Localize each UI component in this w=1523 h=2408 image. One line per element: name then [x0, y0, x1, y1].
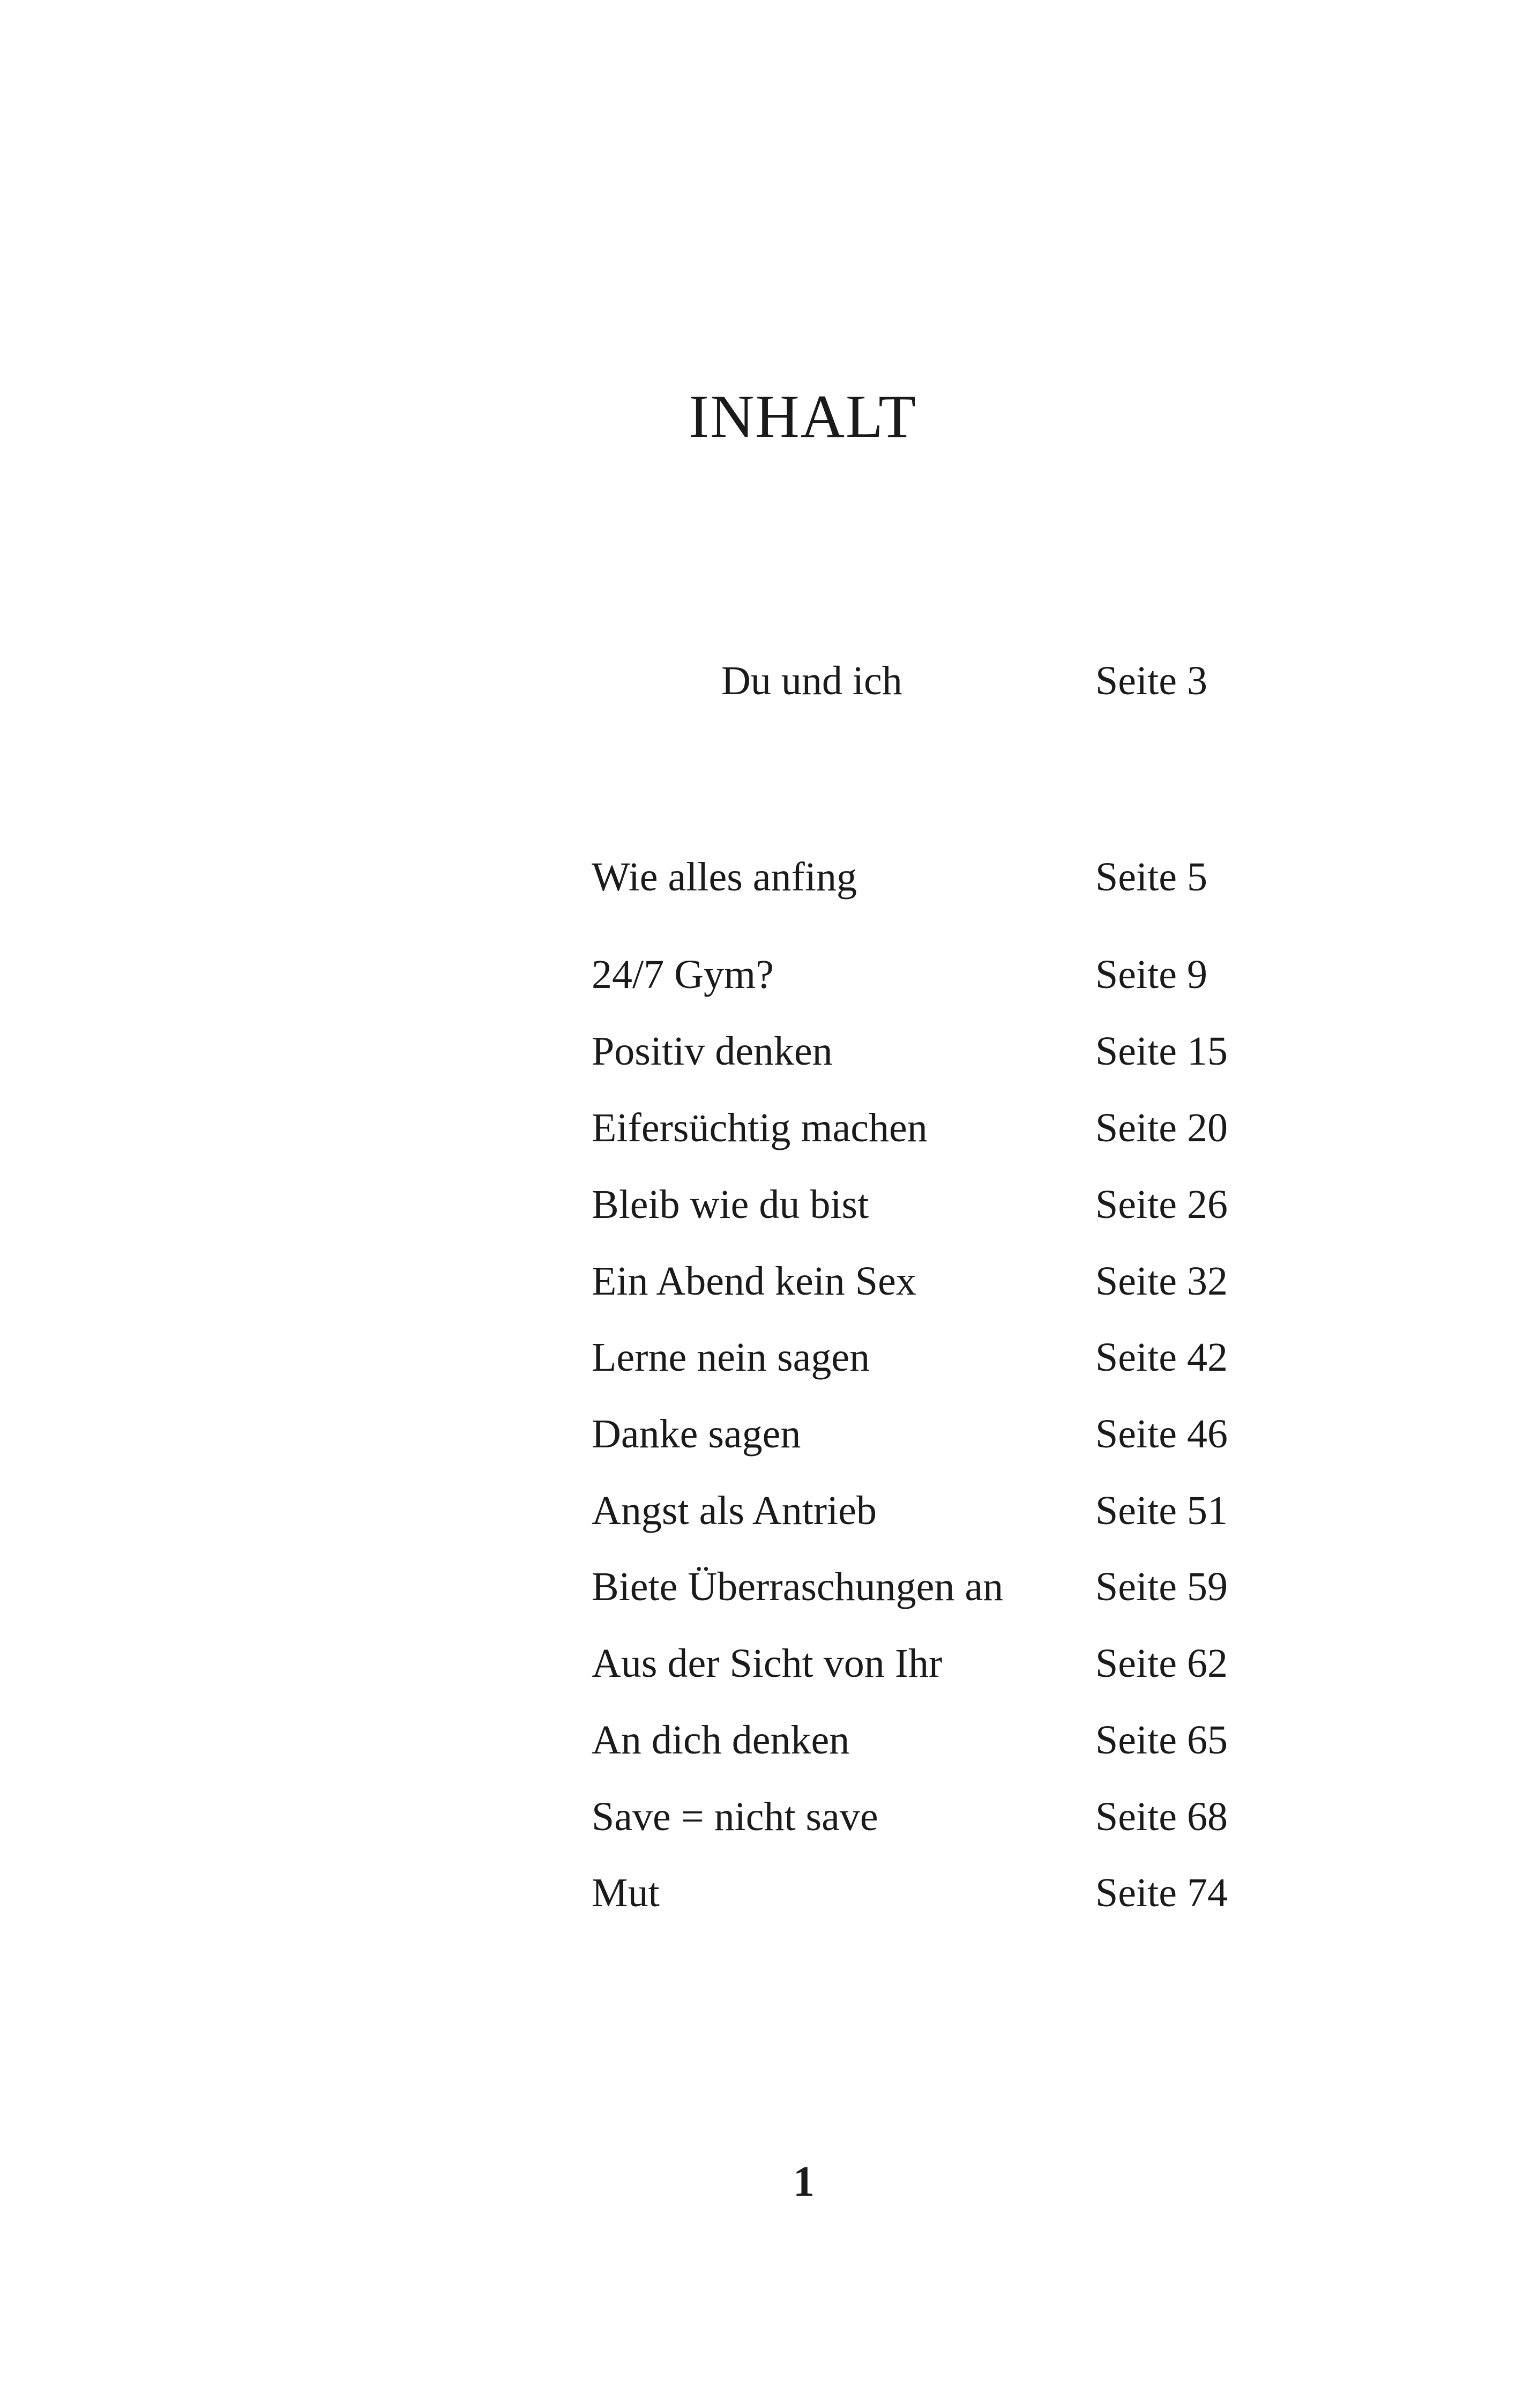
- toc-entry-page: Seite 15: [1095, 1029, 1228, 1074]
- toc-entry-title: Mut: [592, 1870, 660, 1915]
- toc-entry-page: Seite 74: [1095, 1870, 1228, 1915]
- page-number: 1: [793, 2158, 815, 2205]
- toc-entry-page: Seite 62: [1095, 1641, 1228, 1686]
- toc-entry-page: Seite 65: [1095, 1718, 1228, 1763]
- toc-entry-title: Danke sagen: [592, 1411, 801, 1456]
- toc-entry-page: Seite 32: [1095, 1259, 1228, 1304]
- toc-entry-page: Seite 26: [1095, 1182, 1228, 1227]
- toc-entry-title: Positiv denken: [592, 1029, 833, 1074]
- toc-entry-page: Seite 59: [1095, 1564, 1228, 1609]
- page-title: INHALT: [689, 382, 917, 450]
- toc-entry-page: Seite 42: [1095, 1335, 1228, 1380]
- toc-entry-title: Lerne nein sagen: [592, 1335, 870, 1380]
- toc-entry-page: Seite 5: [1095, 854, 1207, 900]
- toc-entry-title: 24/7 Gym?: [592, 952, 774, 997]
- toc-entry-page: Seite 9: [1095, 952, 1207, 997]
- toc-entry-title: An dich denken: [592, 1718, 850, 1763]
- toc-entry-title: Bleib wie du bist: [592, 1182, 869, 1227]
- toc-entry-title: Angst als Antrieb: [592, 1488, 877, 1533]
- toc-entry-title: Eifersüchtig machen: [592, 1105, 928, 1150]
- toc-entry-page: Seite 68: [1095, 1794, 1228, 1839]
- toc-entry-page: Seite 20: [1095, 1105, 1228, 1150]
- toc-entry-title: Aus der Sicht von Ihr: [592, 1641, 943, 1686]
- toc-intro-page: Seite 3: [1095, 658, 1207, 703]
- toc-entry-title: Wie alles anfing: [592, 854, 857, 900]
- toc-intro-title: Du und ich: [721, 658, 902, 703]
- toc-entry-page: Seite 51: [1095, 1488, 1228, 1533]
- toc-entry-title: Biete Überraschungen an: [592, 1564, 1004, 1609]
- toc-entry-title: Ein Abend kein Sex: [592, 1259, 916, 1304]
- toc-entry-page: Seite 46: [1095, 1411, 1228, 1456]
- toc-entry-title: Save = nicht save: [592, 1794, 878, 1839]
